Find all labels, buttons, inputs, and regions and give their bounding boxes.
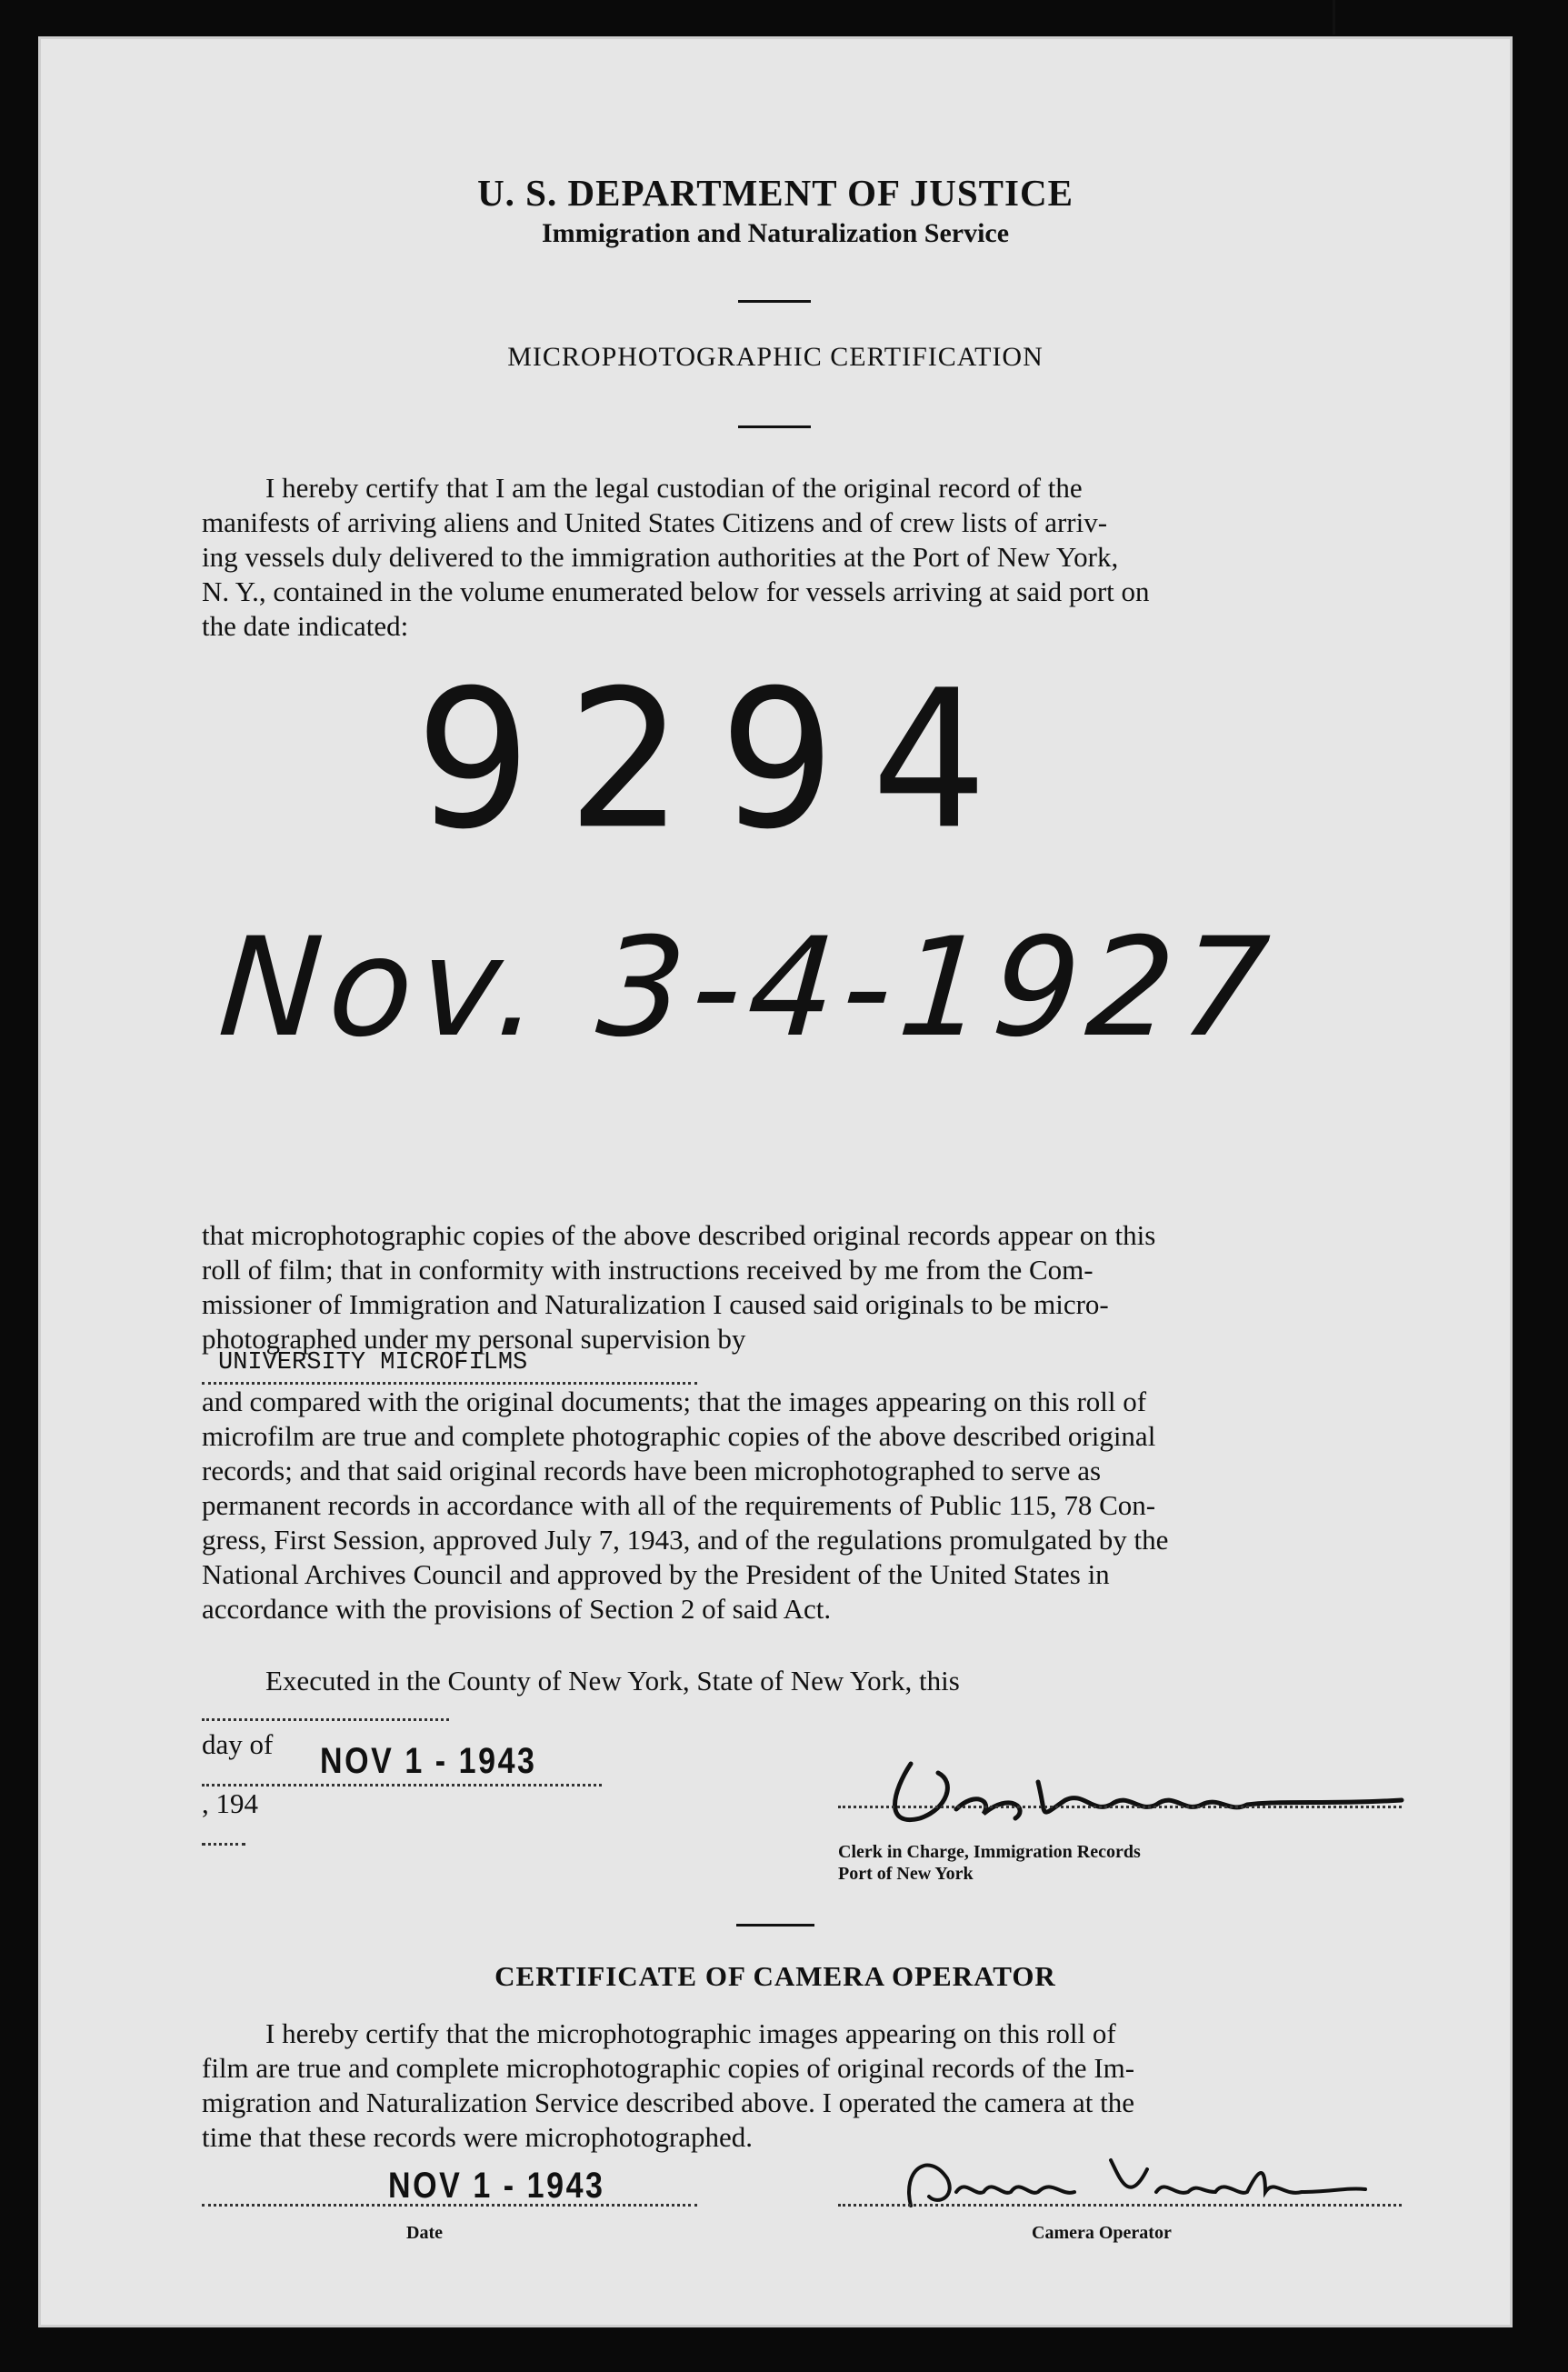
body-line: gress, First Session, approved July 7, 1943, and of the regulations promulgated by the [202,1524,1169,1556]
camera-line: I hereby certify that the microphotographic images appearing on this roll of [265,2017,1116,2049]
year-field [202,1821,245,1846]
camera-certificate-title: CERTIFICATE OF CAMERA OPERATOR [494,1960,1056,1992]
supervision-prefix: photographed under my personal supervision by [202,1323,746,1355]
certification-title: MICROPHOTOGRAPHIC CERTIFICATION [507,342,1044,372]
clerk-signature-line [838,1806,1402,1808]
divider [736,1924,814,1927]
camera-line: time that these records were microphotographed. [202,2121,753,2153]
body-line: and compared with the original documents; that the images appearing on this roll of [202,1386,1147,1417]
body-line: missioner of Immigration and Naturalization I caused said originals to be micro- [202,1288,1109,1320]
handwritten-volume-number: 9294 [415,649,1024,872]
intro-paragraph [202,471,1411,644]
body-line: accordance with the provisions of Section 2 of said Act. [202,1593,832,1625]
intro-line: I hereby certify that I am the legal custodian of the original record of the [265,472,1083,504]
clerk-title [838,1841,1141,1885]
supervisor-value: UNIVERSITY MICROFILMS [218,1349,528,1376]
executed-text: Executed in the County of New York, State of New York, this [265,1665,960,1696]
divider [738,300,811,303]
film-edge-mark [1333,0,1335,35]
clerk-title-line: Clerk in Charge, Immigration Records [838,1842,1141,1862]
clerk-signature [856,1727,1420,1837]
date-stamp: NOV 1 - 1943 [320,1741,537,1781]
camera-date-label: Date [406,2223,443,2243]
day-of-label: day of [202,1728,274,1760]
body-line: that microphotographic copies of the above described original records appear on this [202,1219,1156,1251]
divider [738,425,811,428]
service-subheading: Immigration and Naturalization Service [541,218,1010,248]
intro-line: manifests of arriving aliens and United States Citizens and of crew lists of arriv- [202,506,1108,538]
camera-line: film are true and complete microphotographic copies of original records of the Im- [202,2052,1135,2084]
body-line: permanent records in accordance with all of the requirements of Public 115, 78 Con- [202,1489,1156,1521]
executed-line [202,1664,1411,1721]
body-line: roll of film; that in conformity with instructions received by me from the Com- [202,1254,1094,1286]
camera-operator-label: Camera Operator [1032,2223,1172,2243]
executed-day-field [202,1698,449,1721]
camera-date-stamp: NOV 1 - 1943 [388,2166,605,2206]
intro-line: N. Y., contained in the volume enumerated below for vessels arriving at said port on [202,575,1150,607]
supervisor-field [202,1349,697,1385]
intro-line: ing vessels duly delivered to the immigration authorities at the Port of New York, [202,541,1119,573]
operator-signature-line [838,2204,1402,2207]
clerk-title-line: Port of New York [838,1864,974,1884]
handwritten-volume-date: Nov. 3-4-1927 [214,909,1281,1067]
certificate-page [38,36,1513,2327]
year-label: , 194 [202,1787,258,1819]
body-line: microfilm are true and complete photographic copies of the above described original [202,1420,1156,1452]
camera-paragraph [202,2017,1411,2155]
body-line: National Archives Council and approved by the President of the United States in [202,1558,1110,1590]
agency-heading: U. S. DEPARTMENT OF JUSTICE [477,172,1074,214]
body-paragraph [202,1218,1411,1626]
body-line: records; and that said original records have been microphotographed to serve as [202,1455,1102,1486]
camera-line: migration and Naturalization Service described above. I operated the camera at the [202,2087,1134,2118]
intro-line: the date indicated: [202,610,409,642]
